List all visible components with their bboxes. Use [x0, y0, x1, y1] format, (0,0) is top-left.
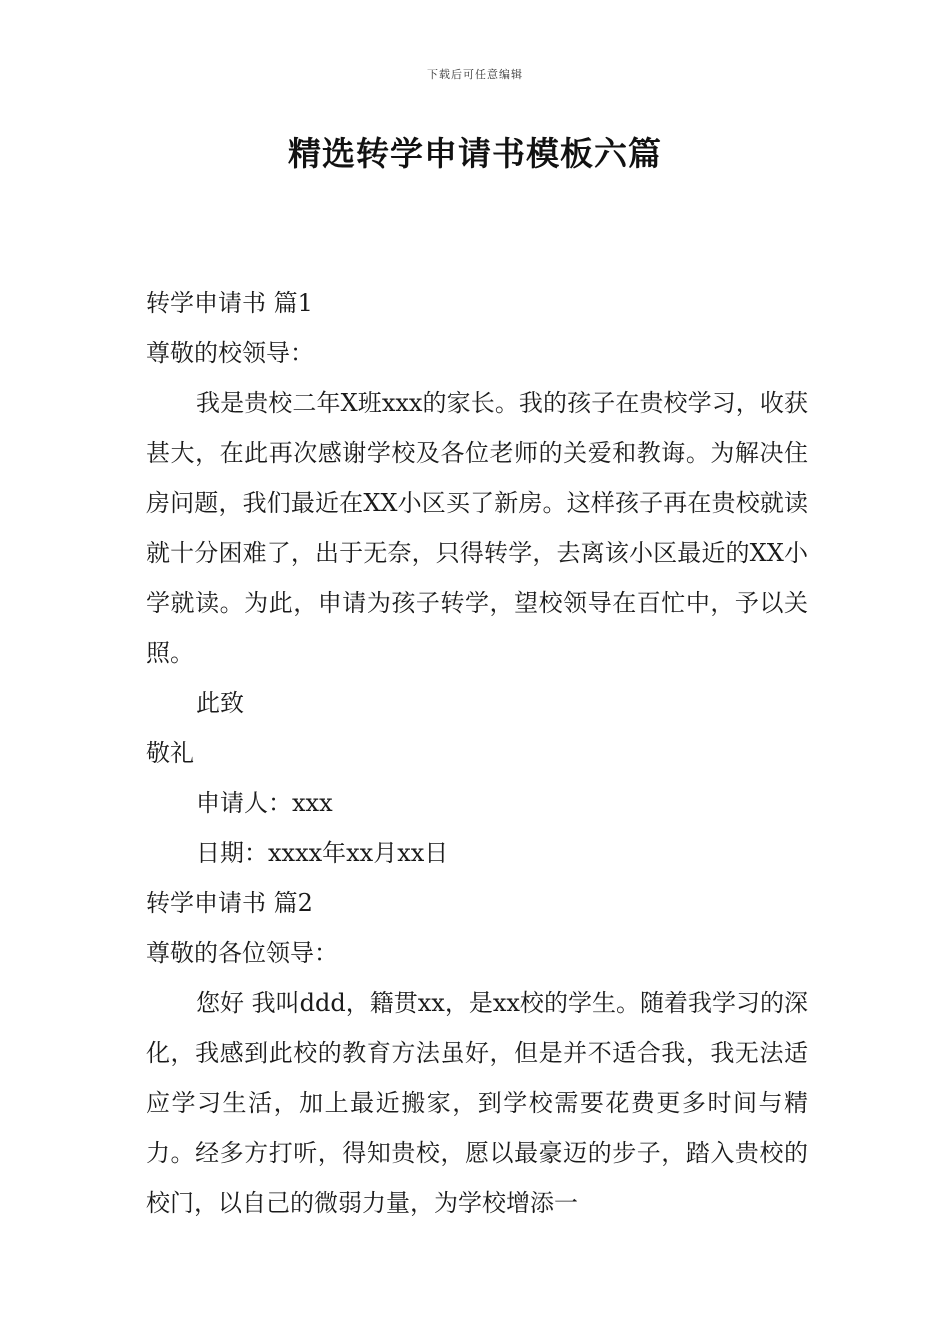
letter1-regards: 敬礼 [146, 739, 194, 767]
letter1-applicant: 申请人：xxx [196, 789, 333, 817]
letter2-body: 您好 我叫ddd，籍贯xx，是xx校的学生。随着我学习的深化，我感到此校的教育方法虽好，但是并不适合我，我无法适应学习生活，加上最近搬家，到学校需要花费更多时间与精力。经多方打听，得知贵校，愿以最豪迈的步子，踏入贵校的校门，以自己的微弱力量，为学校增添一 [146, 989, 808, 1217]
letter1-salutation: 尊敬的校领导： [146, 339, 314, 367]
letter2-heading: 转学申请书 篇2 [146, 889, 313, 917]
letter1-body: 我是贵校二年X班xxx的家长。我的孩子在贵校学习，收获甚大，在此再次感谢学校及各位老师的关爱和教诲。为解决住房问题，我们最近在XX小区买了新房。这样孩子再在贵校就读就十分困难了，出于无奈，只得转学，去离该小区最近的XX小学就读。为此，申请为孩子转学，望校领导在百忙中，予以关照。 [146, 389, 808, 667]
header-note: 下载后可任意编辑 [427, 68, 523, 81]
letter1-date: 日期：xxxx年xx月xx日 [196, 839, 449, 867]
document-body [146, 278, 808, 1228]
letter1-closing: 此致 [196, 689, 244, 717]
document-title: 精选转学申请书模板六篇 [288, 134, 662, 173]
letter1-heading: 转学申请书 篇1 [146, 289, 313, 317]
letter2-salutation: 尊敬的各位领导： [146, 939, 338, 967]
